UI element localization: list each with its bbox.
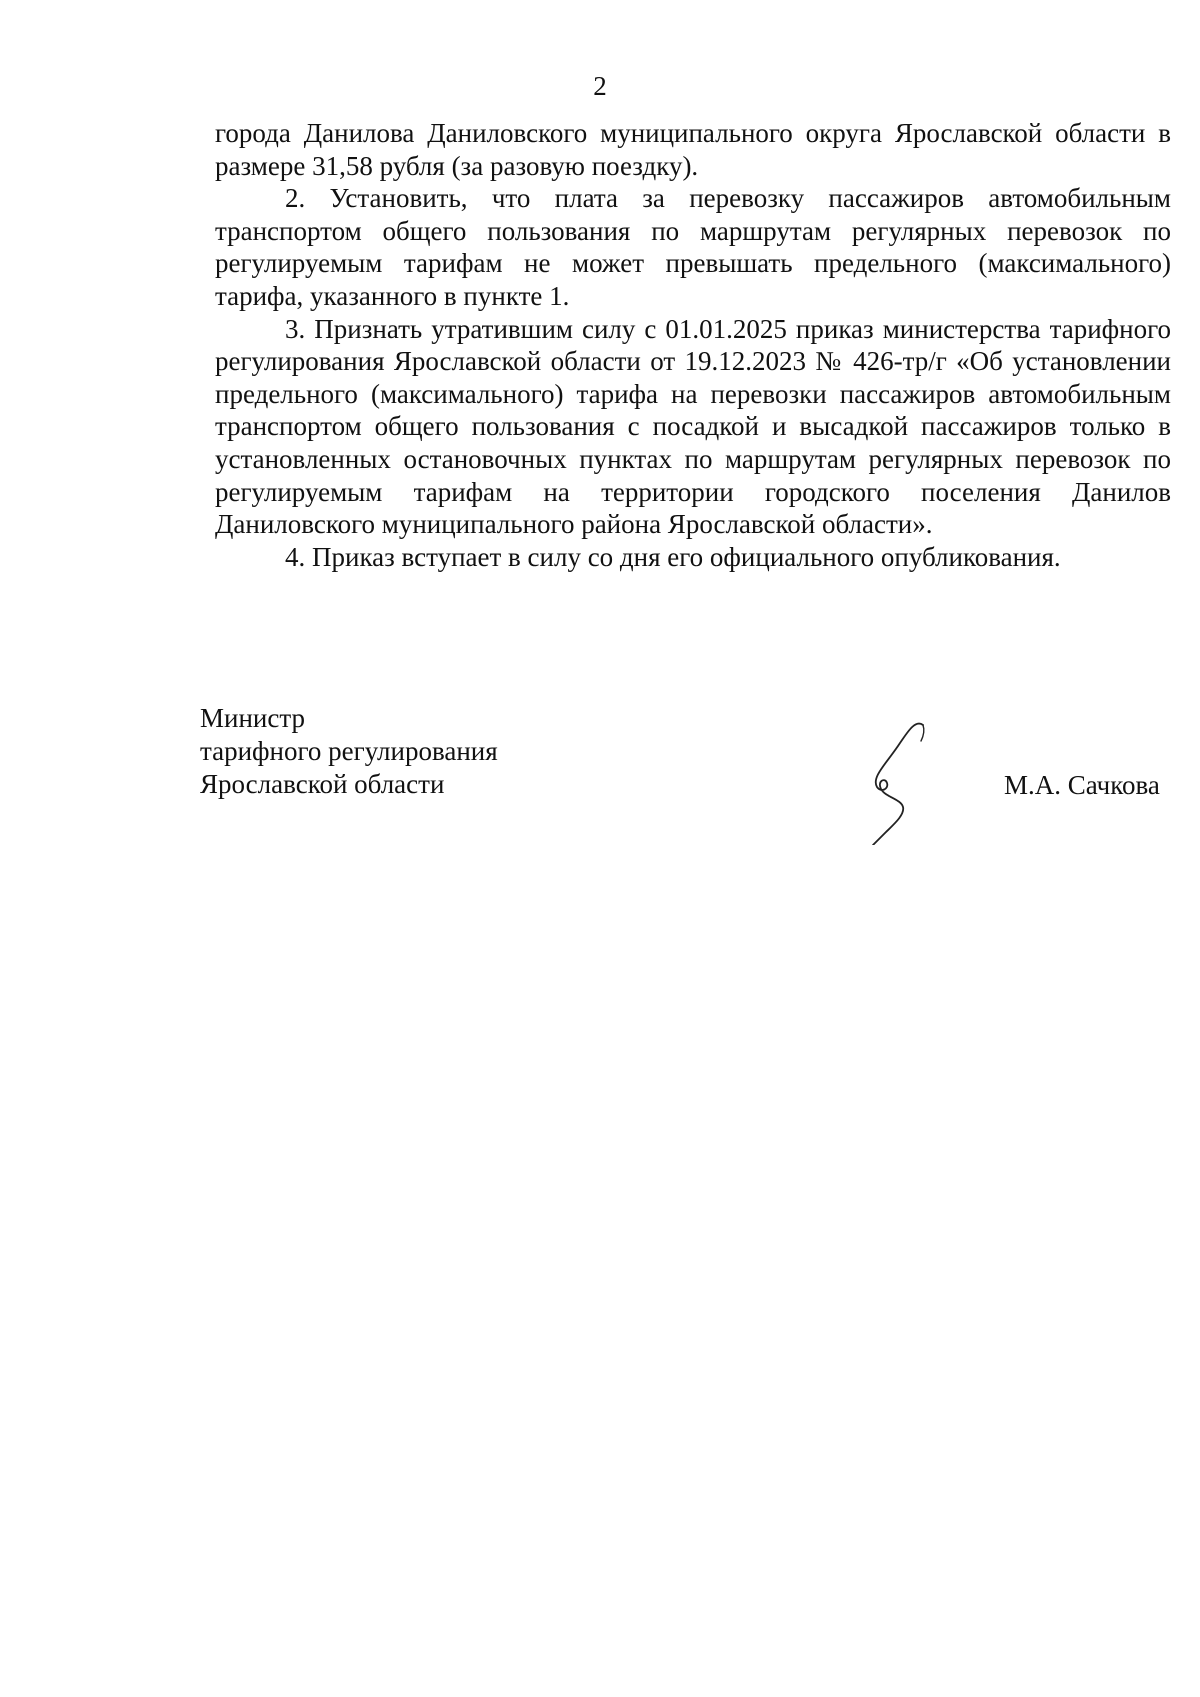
- document-body: [215, 117, 1171, 573]
- paragraph-item-4: 4. Приказ вступает в силу со дня его официального опубликования.: [285, 541, 1061, 572]
- signer-position: [200, 702, 498, 801]
- handwritten-signature-icon: [845, 715, 935, 845]
- signer-position-line-2: тарифного регулирования: [200, 736, 498, 766]
- signer-position-line-1: Министр: [200, 703, 305, 733]
- paragraph-item-2: 2. Установить, что плата за перевозку пассажиров автомобильным транспортом общего пользования по маршрутам регулярных перевозок по регулируемым тарифам не может превышать предельного (максимального) тарифа, указанного в пункте 1.: [215, 183, 1171, 311]
- signer-name: М.А. Сачкова: [1004, 770, 1160, 800]
- paragraph-continuation: города Данилова Даниловского муниципального округа Ярославской области в размере 31,58 рубля (за разовую поездку).: [215, 118, 1171, 181]
- signer-position-line-3: Ярославской области: [200, 769, 445, 799]
- page-number: 2: [593, 71, 607, 101]
- paragraph-item-3: 3. Признать утратившим силу с 01.01.2025 приказ министерства тарифного регулирования Ярославской области от 19.12.2023 № 426-тр/г «Об установлении предельного (максимального) тарифа на перевозки пассажиров автомобильным транспортом общего пользования с посадкой и высадкой пассажиров только в установленных остановочных пунктах по маршрутам регулярных перевозок по регулируемым тарифам на территории городского поселения Данилов Даниловского муниципального района Ярославской области».: [215, 313, 1171, 540]
